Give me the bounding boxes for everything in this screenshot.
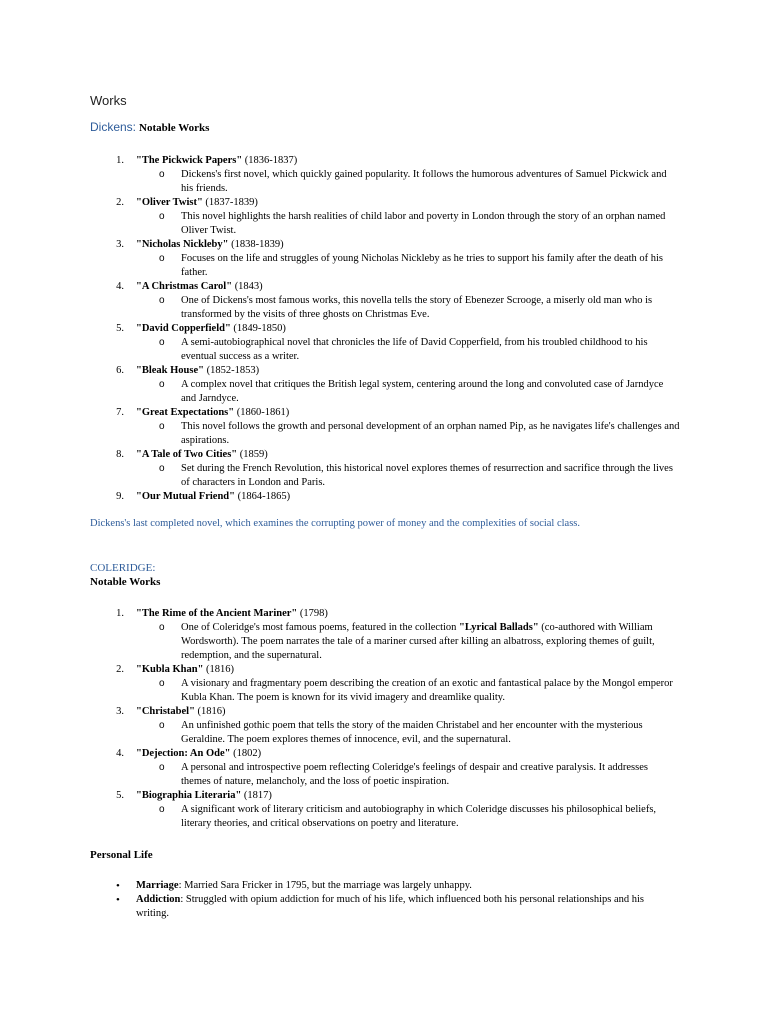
work-years: (1802) [230, 748, 262, 759]
item-number: 1. [116, 155, 124, 166]
work-description: A visionary and fragmentary poem describing the creation of an exotic and fantastical palace by the Mongol emperor Kubla Khan. The poem is known for its vivid imagery and dreamlike quality. [181, 678, 673, 703]
sub-list-item [0, 719, 768, 747]
work-years: (1864-1865) [234, 491, 291, 502]
list-item [0, 879, 768, 893]
dickens-name: Dickens: [90, 120, 137, 134]
coleridge-heading: COLERIDGE: [90, 562, 156, 574]
works-heading: Works [90, 93, 127, 108]
list-item [0, 607, 768, 621]
hollow-bullet-icon: o [159, 622, 165, 633]
bullet-icon: • [116, 894, 120, 906]
list-item [0, 893, 768, 921]
work-title: "Oliver Twist" [136, 197, 203, 208]
sub-list-item [0, 294, 768, 322]
personal-life-list [0, 879, 768, 921]
hollow-bullet-icon: o [159, 379, 165, 390]
work-years: (1837-1839) [202, 197, 258, 208]
item-number: 1. [116, 608, 124, 619]
work-description: One of Dickens's most famous works, this novella tells the story of Ebenezer Scrooge, a miserly old man who is transformed by the visits of three ghosts on Christmas Eve. [181, 295, 653, 320]
sub-list-item [0, 336, 768, 364]
description-text: One of Coleridge's most famous poems, featured in the collection [181, 622, 460, 633]
list-item [0, 406, 768, 420]
work-description [181, 622, 655, 661]
work-title: "David Copperfield" [136, 323, 231, 334]
item-number: 3. [116, 706, 124, 717]
work-years: (1817) [241, 790, 272, 801]
coleridge-works-list [0, 607, 768, 831]
hollow-bullet-icon: o [159, 421, 165, 432]
work-description: A semi-autobiographical novel that chronicles the life of David Copperfield, from his troubled childhood to his eventual success as a writer. [181, 337, 648, 362]
item-number: 2. [116, 664, 124, 675]
hollow-bullet-icon: o [159, 804, 165, 815]
list-item [0, 490, 768, 504]
sub-list-item [0, 621, 768, 663]
work-years: (1798) [297, 608, 328, 619]
sub-list-item [0, 378, 768, 406]
work-description: Dickens's first novel, which quickly gained popularity. It follows the humorous adventures of Samuel Pickwick and his friends. [181, 169, 667, 194]
coleridge-notable-works-label: Notable Works [90, 576, 161, 588]
work-years: (1816) [194, 706, 226, 717]
list-item [0, 747, 768, 761]
hollow-bullet-icon: o [159, 463, 165, 474]
work-years: (1816) [203, 664, 235, 675]
sub-list-item [0, 210, 768, 238]
work-title: "Nicholas Nickleby" [136, 239, 229, 250]
work-years: (1859) [237, 449, 268, 460]
work-title: "Our Mutual Friend" [136, 491, 235, 502]
work-description: An unfinished gothic poem that tells the story of the maiden Christabel and her encounter with the mysterious Geraldine. The poem explores themes of innocence, evil, and the supernatural. [181, 720, 643, 745]
work-title: "Bleak House" [136, 365, 204, 376]
work-description: A significant work of literary criticism and autobiography in which Coleridge discusses his philosophical beliefs, literary theories, and critical observations on poetry and literature. [181, 804, 657, 829]
work-title: "Kubla Khan" [136, 664, 204, 675]
work-years: (1849-1850) [230, 323, 286, 334]
list-item [0, 364, 768, 378]
work-years: (1852-1853) [203, 365, 260, 376]
work-title: "Biographia Literaria" [136, 790, 242, 801]
hollow-bullet-icon: o [159, 253, 165, 264]
hollow-bullet-icon: o [159, 211, 165, 222]
hollow-bullet-icon: o [159, 337, 165, 348]
description-text: (co-authored with William Wordsworth). The poem narrates the tale of a mariner cursed after killing an albatross, exploring themes of guilt, redemption, and the supernatural. [181, 622, 655, 661]
sub-list-item [0, 462, 768, 490]
work-years: (1838-1839) [228, 239, 284, 250]
work-description: This novel highlights the harsh realities of child labor and poverty in London through the story of an orphan named Oliver Twist. [181, 211, 666, 236]
collection-title: "Lyrical Ballads" [459, 622, 539, 633]
item-number: 5. [116, 323, 124, 334]
work-title: "Christabel" [136, 706, 195, 717]
work-title: "Great Expectations" [136, 407, 235, 418]
bullet-icon: • [116, 880, 120, 892]
hollow-bullet-icon: o [159, 762, 165, 773]
fact-text: : Struggled with opium addiction for much of his life, which influenced both his personal relationships and his writing. [136, 894, 645, 919]
sub-list-item [0, 168, 768, 196]
fact-label: Addiction [136, 894, 181, 905]
work-title: "The Rime of the Ancient Mariner" [136, 608, 298, 619]
item-number: 8. [116, 449, 124, 460]
item-number: 4. [116, 748, 124, 759]
sub-list-item [0, 252, 768, 280]
dickens-works-list [0, 154, 768, 504]
work-title: "A Christmas Carol" [136, 281, 233, 292]
hollow-bullet-icon: o [159, 295, 165, 306]
list-item [0, 663, 768, 677]
item-number: 6. [116, 365, 124, 376]
sub-list-item [0, 677, 768, 705]
item-number: 3. [116, 239, 124, 250]
work-years: (1860-1861) [234, 407, 290, 418]
item-number: 7. [116, 407, 124, 418]
list-item [0, 238, 768, 252]
list-item [0, 789, 768, 803]
work-description: This novel follows the growth and personal development of an orphan named Pip, as he navigates life's challenges and aspirations. [181, 421, 680, 446]
item-number: 9. [116, 491, 124, 502]
work-description: Focuses on the life and struggles of young Nicholas Nickleby as he tries to support his family after the death of his father. [181, 253, 664, 278]
work-years: (1836-1837) [242, 155, 298, 166]
work-years: (1843) [232, 281, 263, 292]
item-number: 2. [116, 197, 124, 208]
fact-text: : Married Sara Fricker in 1795, but the marriage was largely unhappy. [178, 880, 472, 891]
work-title: "Dejection: An Ode" [136, 748, 231, 759]
sub-list-item [0, 420, 768, 448]
item-number: 5. [116, 790, 124, 801]
list-item [0, 280, 768, 294]
sub-list-item [0, 761, 768, 789]
list-item [0, 196, 768, 210]
list-item [0, 705, 768, 719]
work-title: "A Tale of Two Cities" [136, 449, 238, 460]
work-title: "The Pickwick Papers" [136, 155, 243, 166]
sub-list-item [0, 803, 768, 831]
hollow-bullet-icon: o [159, 169, 165, 180]
work-description: Set during the French Revolution, this historical novel explores themes of resurrection and sacrifice through the lives of characters in London and Paris. [181, 463, 673, 488]
item-number: 4. [116, 281, 124, 292]
work-description: A complex novel that critiques the British legal system, centering around the long and convoluted case of Jarndyce and Jarndyce. [181, 379, 664, 404]
hollow-bullet-icon: o [159, 720, 165, 731]
dickens-heading [90, 120, 209, 135]
personal-life-heading: Personal Life [90, 849, 153, 861]
list-item [0, 322, 768, 336]
dickens-last-novel-note: Dickens's last completed novel, which examines the corrupting power of money and the complexities of social class. [90, 518, 581, 529]
dickens-notable-works-label: Notable Works [139, 122, 210, 134]
list-item [0, 448, 768, 462]
hollow-bullet-icon: o [159, 678, 165, 689]
list-item [0, 154, 768, 168]
fact-label: Marriage [136, 880, 179, 891]
work-description: A personal and introspective poem reflecting Coleridge's feelings of despair and creative paralysis. It addresses themes of nature, melancholy, and the loss of poetic inspiration. [181, 762, 648, 787]
